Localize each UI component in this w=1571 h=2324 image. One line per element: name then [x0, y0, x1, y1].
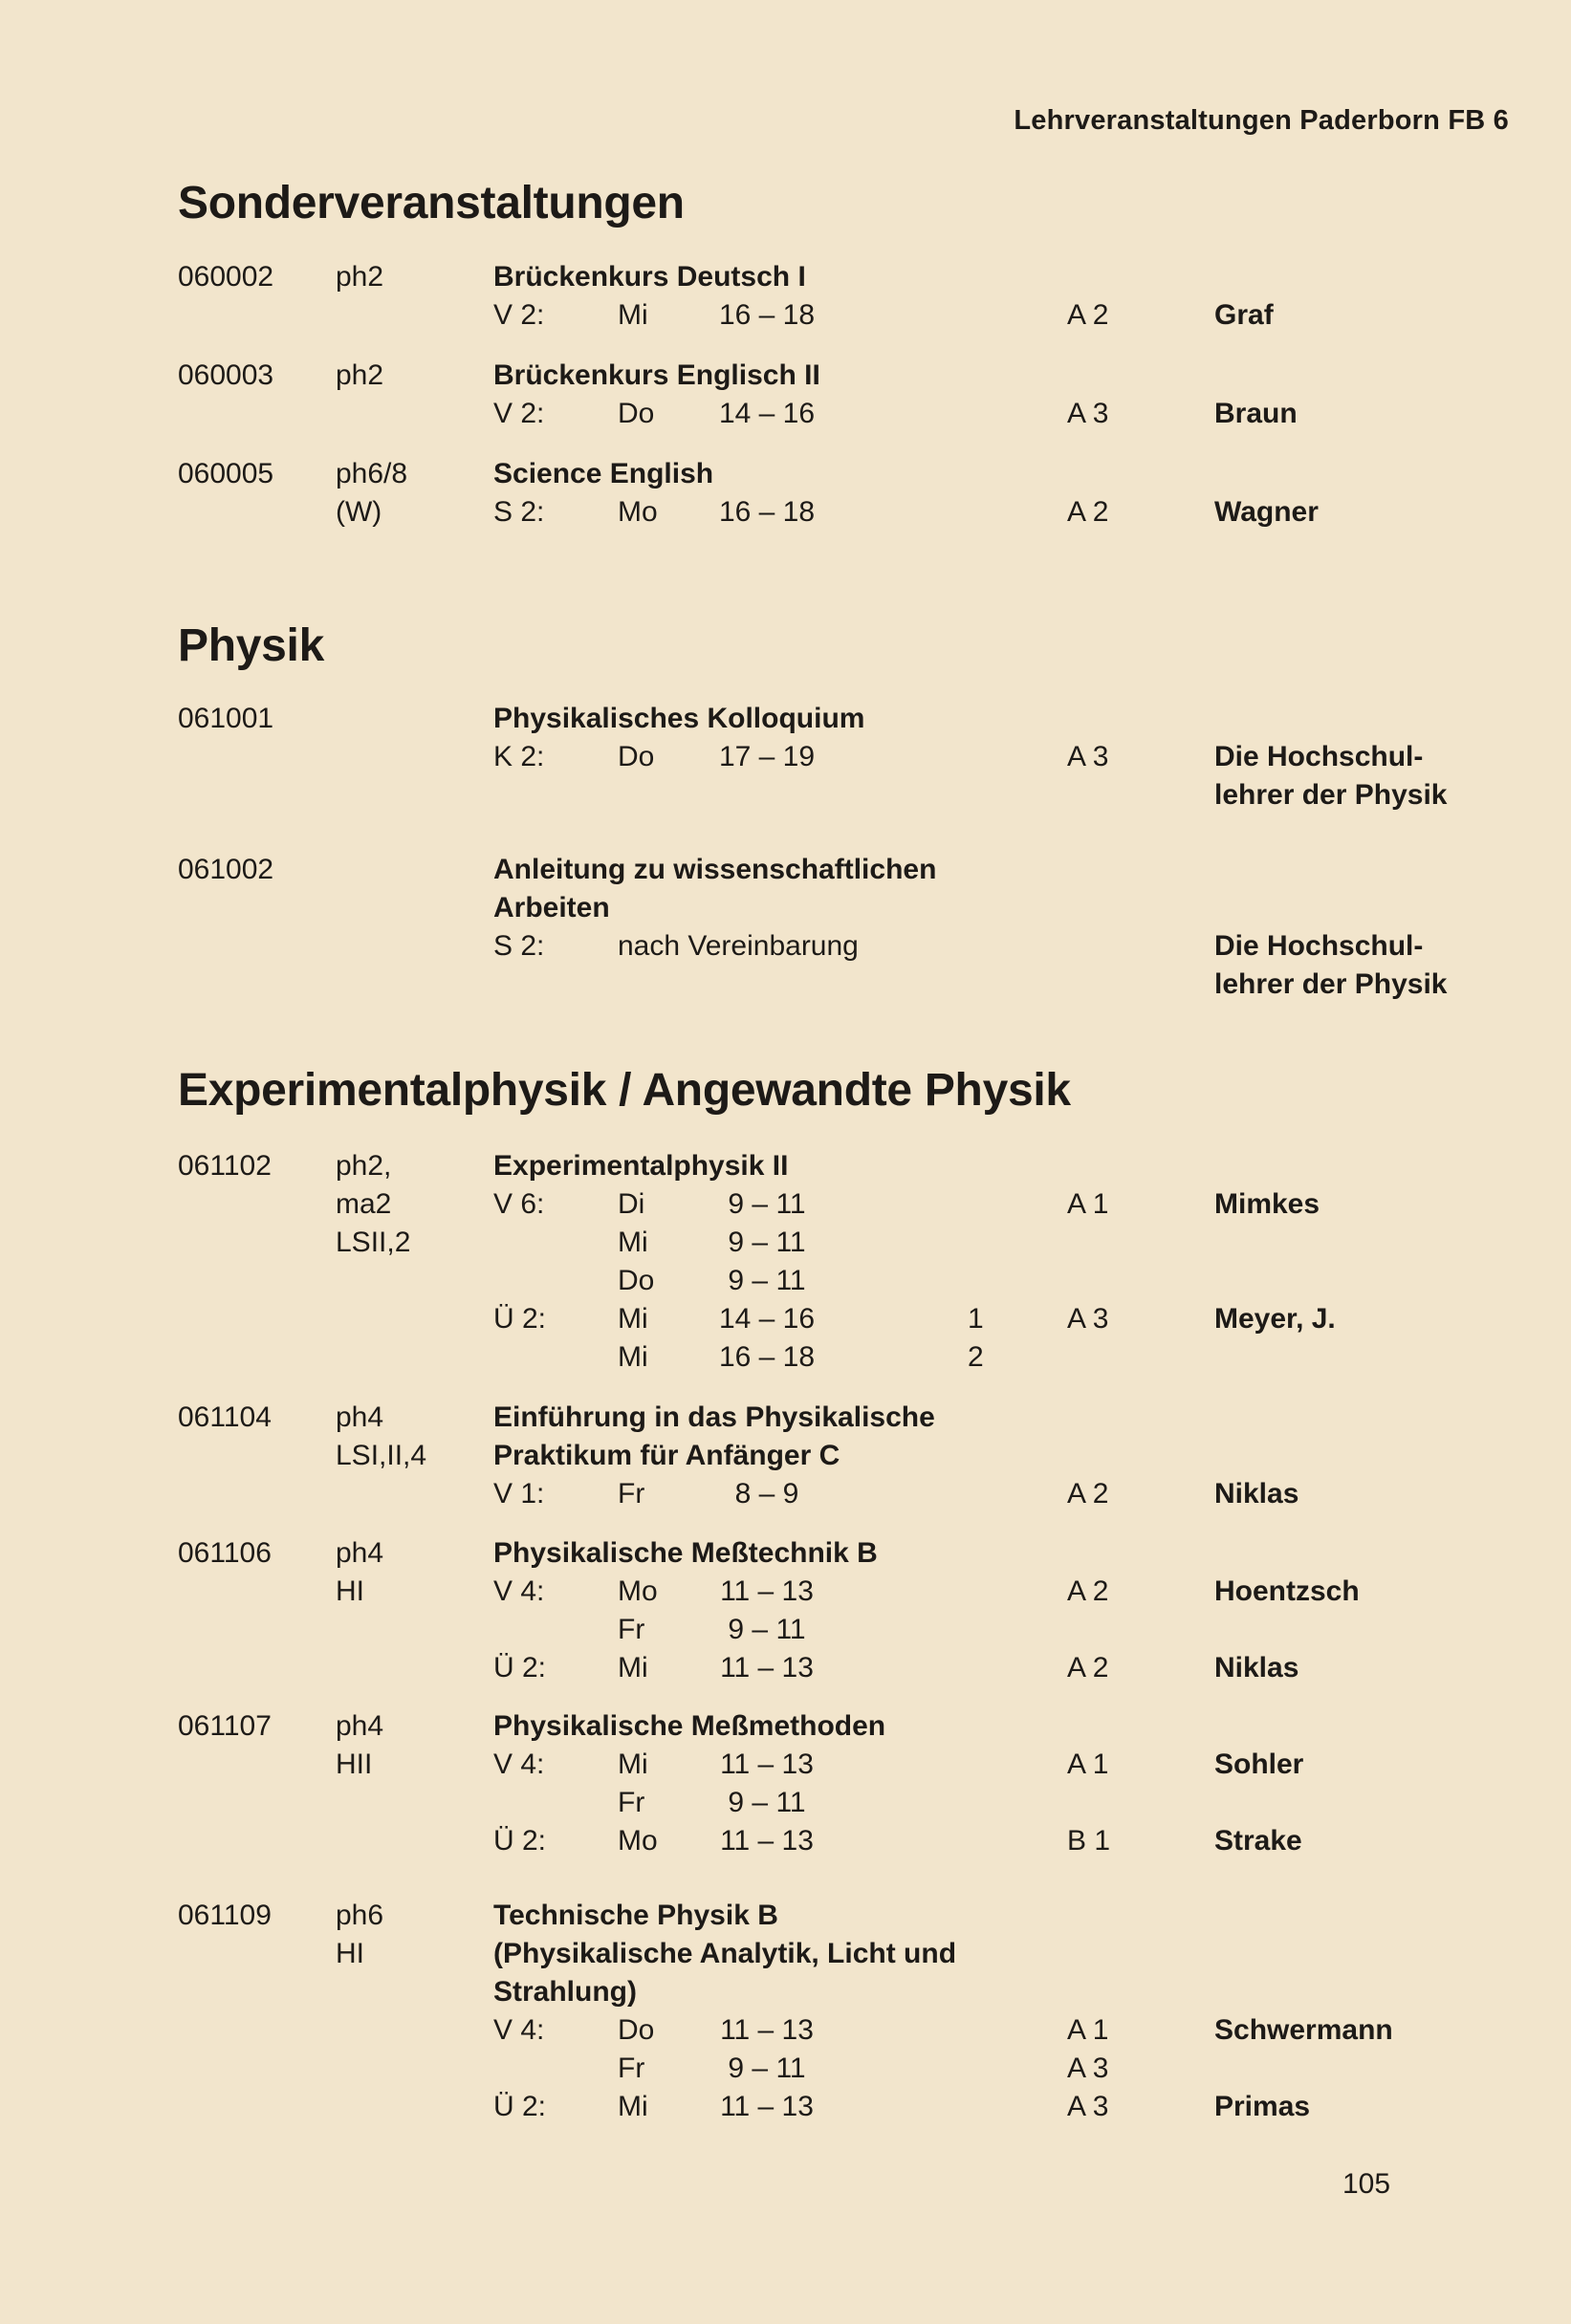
session-type: V 2:	[493, 299, 545, 331]
course-number: 061104	[178, 1401, 272, 1433]
session-lecturer: Primas	[1214, 2091, 1311, 2122]
session-room: A 3	[1067, 398, 1109, 429]
session-lecturer: Die Hochschul-	[1214, 741, 1424, 772]
session-day: Mi	[618, 1341, 648, 1373]
course-number: 061109	[178, 1900, 272, 1931]
session-lecturer: Wagner	[1214, 496, 1319, 528]
session-day: Do	[618, 1265, 655, 1296]
session-lecturer: Schwermann	[1214, 2014, 1393, 2046]
session-type: S 2:	[493, 930, 545, 962]
course-number: 061001	[178, 703, 274, 734]
course-number: 060005	[178, 458, 274, 489]
session-day: Mi	[618, 1748, 648, 1780]
course-number: 060002	[178, 261, 274, 293]
session-day: Fr	[618, 1614, 645, 1645]
session-day: Mo	[618, 496, 658, 528]
course-number: 061002	[178, 854, 274, 885]
session-time: 11 – 13	[720, 1825, 814, 1857]
course-title: Physikalische Meßtechnik B	[493, 1537, 878, 1569]
session-time: 11 – 13	[720, 2091, 814, 2122]
section-title: Sonderveranstaltungen	[178, 178, 685, 228]
session-day: Do	[618, 741, 655, 772]
session-type: V 6:	[493, 1188, 545, 1220]
session-type: Ü 2:	[493, 2091, 547, 2122]
running-head: Lehrveranstaltungen Paderborn FB 6	[1014, 105, 1509, 136]
session-time: 9 – 11	[728, 1614, 806, 1645]
session-time: 9 – 11	[728, 1787, 806, 1818]
session-type: V 1:	[493, 1478, 545, 1510]
session-time: 16 – 18	[718, 496, 816, 528]
course-title: Strahlung)	[493, 1976, 637, 2008]
session-day: Di	[618, 1188, 645, 1220]
session-type: Ü 2:	[493, 1652, 547, 1683]
session-lecturer: Braun	[1214, 398, 1298, 429]
course-target: ph2	[336, 261, 384, 293]
course-target: HII	[336, 1748, 373, 1780]
course-number: 061107	[178, 1710, 272, 1742]
session-day: Do	[618, 398, 655, 429]
course-target: ph4	[336, 1537, 384, 1569]
section-title: Experimentalphysik / Angewandte Physik	[178, 1065, 1071, 1116]
page-number: 105	[1342, 2168, 1391, 2200]
session-type: Ü 2:	[493, 1303, 547, 1335]
course-title: Technische Physik B	[493, 1900, 778, 1931]
session-lecturer: Graf	[1214, 299, 1274, 331]
session-type: S 2:	[493, 496, 545, 528]
course-title: Science English	[493, 458, 714, 489]
session-day: Mo	[618, 1575, 658, 1607]
session-time: 17 – 19	[718, 741, 816, 772]
session-day: Mi	[618, 2091, 648, 2122]
session-time: 11 – 13	[720, 1575, 814, 1607]
session-lecturer: Hoentzsch	[1214, 1575, 1360, 1607]
course-number: 061106	[178, 1537, 272, 1569]
course-number: 061102	[178, 1150, 272, 1182]
session-time: 11 – 13	[720, 1748, 814, 1780]
session-day: Mi	[618, 1303, 648, 1335]
session-day: Mi	[618, 299, 648, 331]
session-type: V 4:	[493, 1575, 545, 1607]
course-title: Physikalische Meßmethoden	[493, 1710, 886, 1742]
session-lecturer: Strake	[1214, 1825, 1302, 1857]
session-day: Mi	[618, 1227, 648, 1258]
session-type: V 4:	[493, 1748, 545, 1780]
session-room: A 2	[1067, 1575, 1109, 1607]
session-room: A 3	[1067, 741, 1109, 772]
session-type: K 2:	[493, 741, 545, 772]
course-title: Arbeiten	[493, 892, 610, 923]
session-time: 11 – 13	[720, 2014, 814, 2046]
session-time: 9 – 11	[728, 2053, 806, 2084]
session-room: A 2	[1067, 1652, 1109, 1683]
session-time: 16 – 18	[718, 299, 816, 331]
session-lecturer: Niklas	[1214, 1478, 1299, 1510]
session-group: 1	[968, 1303, 984, 1335]
course-title: Experimentalphysik II	[493, 1150, 789, 1182]
course-target: LSI,II,4	[336, 1440, 427, 1471]
session-type: Ü 2:	[493, 1825, 547, 1857]
session-time: 9 – 11	[728, 1265, 806, 1296]
session-type: V 4:	[493, 2014, 545, 2046]
session-type: V 2:	[493, 398, 545, 429]
course-title: (Physikalische Analytik, Licht und	[493, 1938, 957, 1969]
session-group: 2	[968, 1341, 984, 1373]
session-day: Mo	[618, 1825, 658, 1857]
session-time: 8 – 9	[734, 1478, 799, 1510]
session-room: A 1	[1067, 1188, 1109, 1220]
course-target: ph2,	[336, 1150, 392, 1182]
course-target: ph6	[336, 1900, 384, 1931]
session-day: Fr	[618, 2053, 645, 2084]
session-day: Mi	[618, 1652, 648, 1683]
session-day: Fr	[618, 1478, 645, 1510]
course-title: Brückenkurs Englisch II	[493, 359, 820, 391]
session-time: 11 – 13	[720, 1652, 814, 1683]
session-room: A 2	[1067, 1478, 1109, 1510]
session-day: nach Vereinbarung	[618, 930, 859, 962]
session-lecturer: Die Hochschul-	[1214, 930, 1424, 962]
session-room: A 2	[1067, 299, 1109, 331]
session-time: 16 – 18	[718, 1341, 816, 1373]
session-lecturer: Sohler	[1214, 1748, 1304, 1780]
session-room: A 3	[1067, 1303, 1109, 1335]
course-number: 060003	[178, 359, 274, 391]
session-lecturer: Niklas	[1214, 1652, 1299, 1683]
session-lecturer: lehrer der Physik	[1214, 968, 1448, 1000]
section-title: Physik	[178, 620, 324, 671]
course-target: ph2	[336, 359, 384, 391]
course-target: ph4	[336, 1710, 384, 1742]
course-target: LSII,2	[336, 1227, 411, 1258]
session-room: A 1	[1067, 2014, 1109, 2046]
session-room: A 3	[1067, 2091, 1109, 2122]
session-lecturer: Meyer, J.	[1214, 1303, 1336, 1335]
course-target: HI	[336, 1575, 364, 1607]
session-day: Fr	[618, 1787, 645, 1818]
course-target: ph4	[336, 1401, 384, 1433]
session-lecturer: Mimkes	[1214, 1188, 1320, 1220]
session-time: 9 – 11	[728, 1188, 806, 1220]
course-target: ph6/8	[336, 458, 408, 489]
session-lecturer: lehrer der Physik	[1214, 779, 1448, 811]
session-day: Do	[618, 2014, 655, 2046]
session-time: 14 – 16	[718, 398, 816, 429]
course-title: Brückenkurs Deutsch I	[493, 261, 806, 293]
session-time: 9 – 11	[728, 1227, 806, 1258]
session-room: B 1	[1067, 1825, 1111, 1857]
session-room: A 2	[1067, 496, 1109, 528]
course-target: ma2	[336, 1188, 392, 1220]
course-title: Physikalisches Kolloquium	[493, 703, 865, 734]
session-room: A 3	[1067, 2053, 1109, 2084]
course-target: (W)	[336, 496, 382, 528]
course-title: Praktikum für Anfänger C	[493, 1440, 840, 1471]
course-title: Anleitung zu wissenschaftlichen	[493, 854, 937, 885]
session-room: A 1	[1067, 1748, 1109, 1780]
course-title: Einführung in das Physikalische	[493, 1401, 935, 1433]
course-target: HI	[336, 1938, 364, 1969]
session-time: 14 – 16	[718, 1303, 816, 1335]
